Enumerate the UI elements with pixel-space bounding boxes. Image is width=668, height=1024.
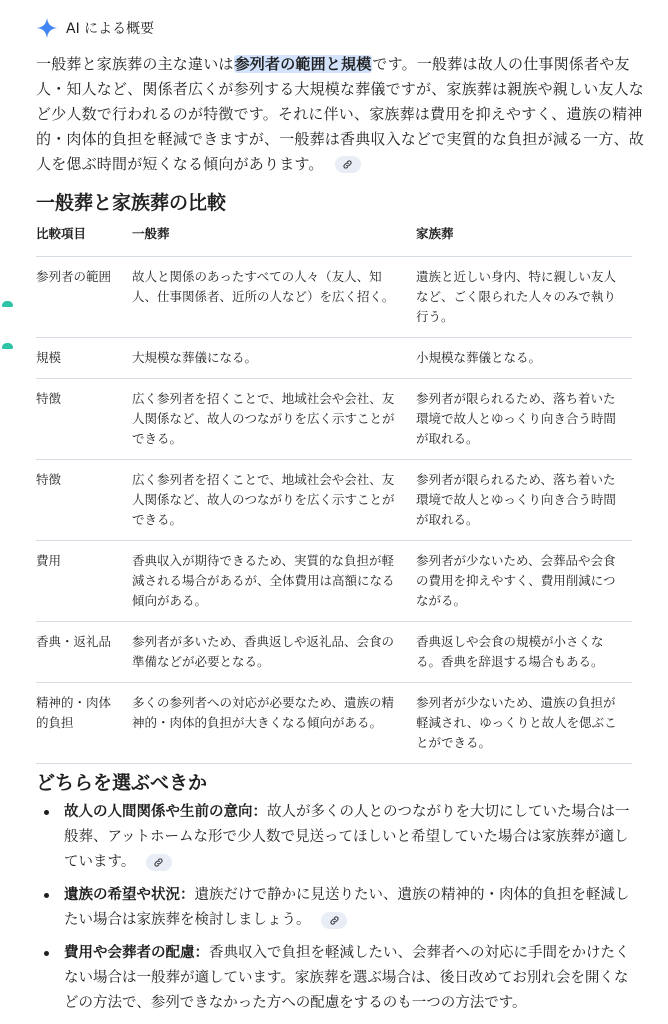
list-item-text: 遺族だけで静かに見送りたい、遺族の精神的・肉体的負担を軽減したい場合は家族葬を検討しましょう。 — [64, 887, 630, 928]
sparkle-icon — [36, 17, 58, 39]
summary-paragraph — [36, 52, 644, 177]
table-cell: 参列者が少ないため、遺族の負担が軽減され、ゆっくりと故人を偲ぶことができる。 — [416, 683, 632, 764]
table-cell: 参列者の範囲 — [36, 257, 132, 338]
side-indicator — [2, 301, 13, 307]
source-link-button[interactable] — [321, 912, 347, 929]
bullet-icon — [44, 951, 49, 956]
table-cell: 大規模な葬儀になる。 — [132, 338, 416, 379]
list-item-text: 香典収入で負担を軽減したい、会葬者への対応に手間をかけたくない場合は一般葬が適しています。家族葬を選ぶ場合は、後日改めてお別れ会を開くなどの方法で、参列できなかった方への配慮をするのも一つの方法です。 — [64, 945, 630, 1011]
table-cell: 参列者が限られるため、落ち着いた環境で故人とゆっくり向き合う時間が取れる。 — [416, 460, 632, 541]
table-cell: 参列者が限られるため、落ち着いた環境で故人とゆっくり向き合う時間が取れる。 — [416, 379, 632, 460]
table-cell: 参列者が多いため、香典返しや返礼品、会食の準備などが必要となる。 — [132, 622, 416, 683]
list-item — [36, 800, 636, 875]
comparison-table — [36, 216, 632, 764]
list-item — [36, 883, 636, 933]
table-row — [36, 338, 632, 379]
table-header-cell: 一般葬 — [132, 216, 416, 257]
table-cell: 規模 — [36, 338, 132, 379]
table-row — [36, 622, 632, 683]
table-cell: 特徴 — [36, 379, 132, 460]
table-cell: 広く参列者を招くことで、地域社会や会社、友人関係など、故人のつながりを広く示すことができる。 — [132, 460, 416, 541]
table-cell: 精神的・肉体的負担 — [36, 683, 132, 764]
table-row — [36, 257, 632, 338]
ai-overview-label: AI による概要 — [66, 21, 155, 37]
link-icon — [153, 857, 164, 868]
table-cell: 香典返しや会食の規模が小さくなる。香典を辞退する場合もある。 — [416, 622, 632, 683]
summary-text: です。一般葬は故人の仕事関係者や友人・知人など、関係者広くが参列する大規模な葬儀ですが、家族葬は親族や親しい友人など少人数で行われるのが特徴です。それに伴い、家族葬は費用を抑えやすく、遺族の精神的・肉体的負担を軽減できますが、一般葬は香典収入などで実質的な負担が減る一方、故人を偲ぶ時間が短くなる傾向があります。 — [36, 55, 645, 173]
comparison-title: 一般葬と家族葬の比較 — [36, 192, 227, 214]
table-cell: 故人と関係のあったすべての人々（友人、知人、仕事関係者、近所の人など）を広く招く。 — [132, 257, 416, 338]
table-cell: 広く参列者を招くことで、地域社会や会社、友人関係など、故人のつながりを広く示すことができる。 — [132, 379, 416, 460]
table-cell: 特徴 — [36, 460, 132, 541]
bullet-icon — [44, 810, 49, 815]
source-link-button[interactable] — [335, 156, 361, 173]
side-indicator — [2, 343, 13, 349]
recommendation-title: どちらを選ぶべきか — [36, 772, 208, 794]
table-row — [36, 379, 632, 460]
list-item-heading: 費用や会葬者の配慮： — [64, 945, 209, 961]
table-cell: 遺族と近しい身内、特に親しい友人など、ごく限られた人々のみで執り行う。 — [416, 257, 632, 338]
bullet-icon — [44, 893, 49, 898]
table-row — [36, 541, 632, 622]
table-cell: 小規模な葬儀となる。 — [416, 338, 632, 379]
table-row — [36, 683, 632, 764]
list-item — [36, 941, 636, 1016]
source-link-button[interactable] — [146, 854, 172, 871]
table-cell: 香典・返礼品 — [36, 622, 132, 683]
ai-overview-header — [36, 16, 154, 40]
list-item-text: 故人が多くの人とのつながりを大切にしていた場合は一般葬、アットホームな形で少人数で見送ってほしいと希望していた場合は家族葬が適しています。 — [64, 804, 630, 870]
summary-text: 一般葬と家族葬の主な違いは — [36, 55, 234, 73]
table-cell: 参列者が少ないため、会葬品や会食の費用を抑えやすく、費用削減につながる。 — [416, 541, 632, 622]
table-header-cell: 比較項目 — [36, 216, 132, 257]
list-item-heading: 故人の人間関係や生前の意向： — [64, 804, 267, 820]
table-cell: 香典収入が期待できるため、実質的な負担が軽減される場合があるが、全体費用は高額になる傾向がある。 — [132, 541, 416, 622]
summary-highlight: 参列者の範囲と規模 — [234, 55, 372, 73]
table-header-row — [36, 216, 632, 257]
table-row — [36, 460, 632, 541]
table-cell: 多くの参列者への対応が必要なため、遺族の精神的・肉体的負担が大きくなる傾向がある。 — [132, 683, 416, 764]
link-icon — [342, 159, 353, 170]
recommendation-list — [36, 800, 636, 1024]
table-header-cell: 家族葬 — [416, 216, 632, 257]
table-cell: 費用 — [36, 541, 132, 622]
link-icon — [329, 915, 340, 926]
list-item-heading: 遺族の希望や状況： — [64, 887, 195, 903]
